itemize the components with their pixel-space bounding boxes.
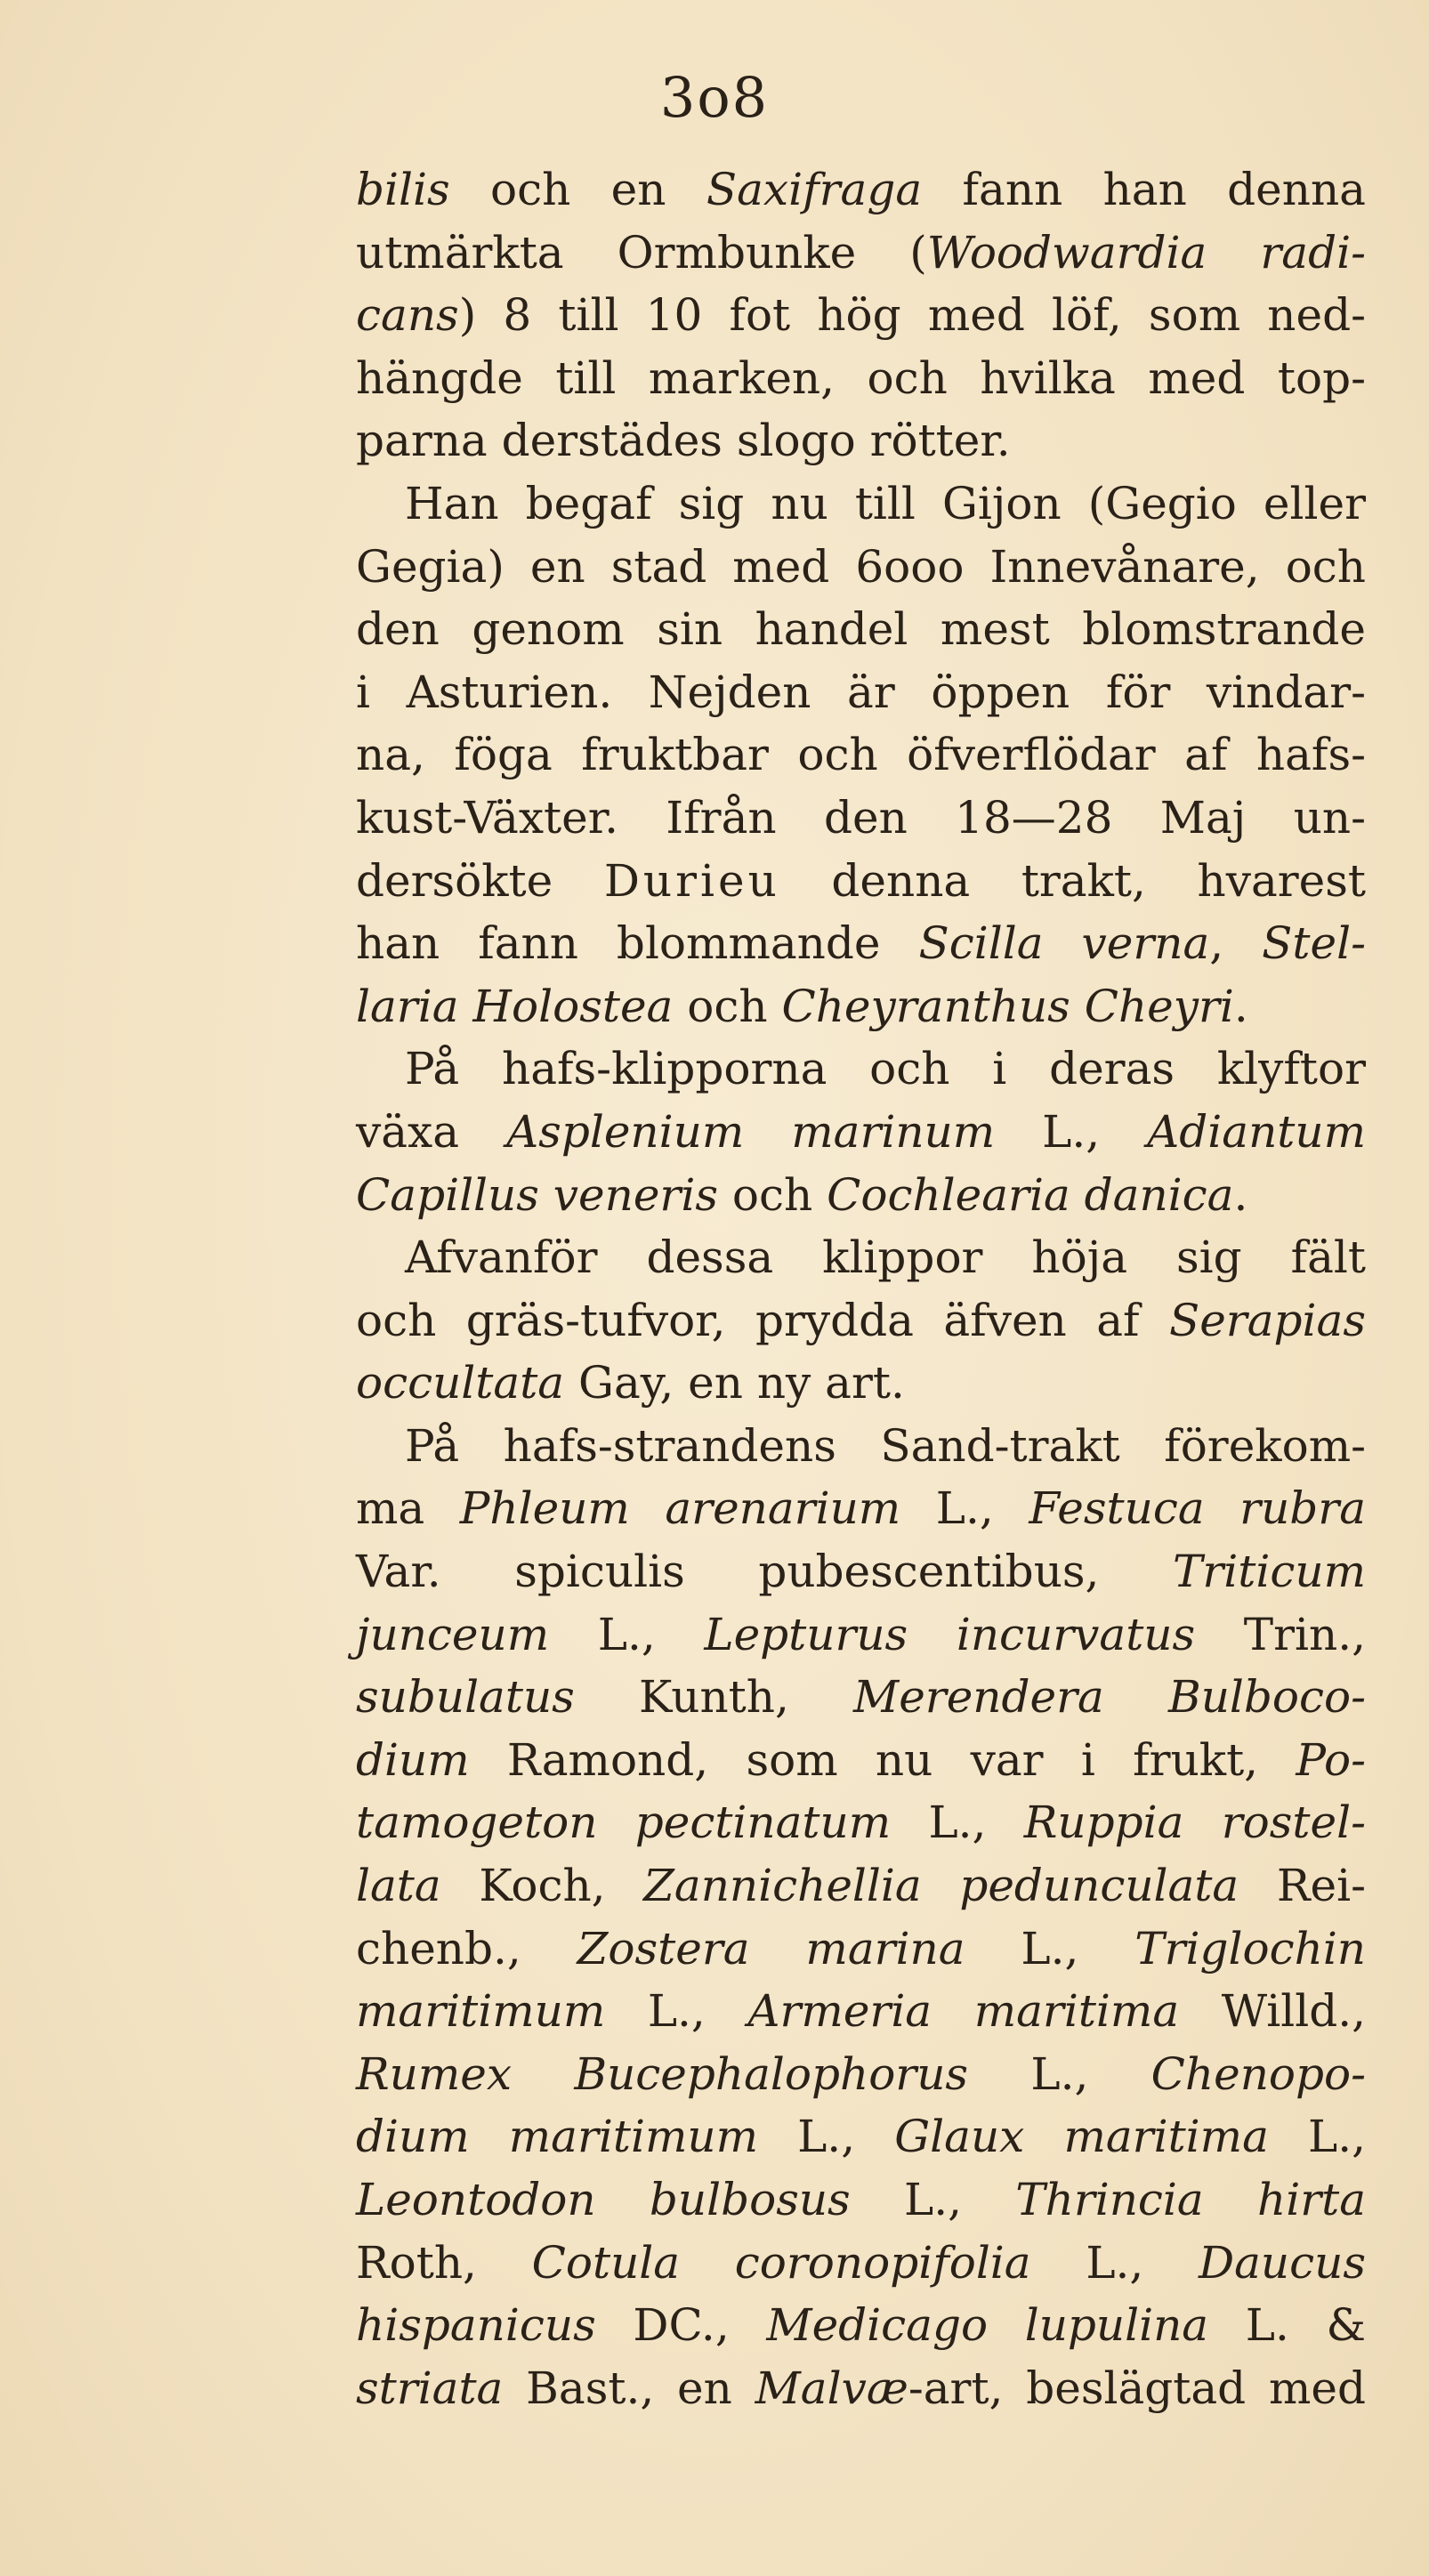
text-line: kust-Växter. Ifrån den 18—28 Maj un- bbox=[356, 791, 1366, 844]
text-line: utmärkta Ormbunke (Woodwardia radi- bbox=[356, 226, 1367, 279]
text-line: i Asturien. Nejden är öppen för vindar- bbox=[356, 666, 1366, 718]
text-line: Leontodon bulbosus L., Thrincia hirta bbox=[356, 2174, 1367, 2225]
text-line: parna derstädes slogo rötter. bbox=[356, 415, 1011, 467]
text-line: hispanicus DC., Medicago lupulina L. & bbox=[356, 2299, 1367, 2352]
text-line: lata Koch, Zannichellia pedunculata Rei- bbox=[356, 1860, 1366, 1912]
text-line: subulatus Kunth, Merendera Bulboco- bbox=[356, 1671, 1366, 1724]
text-line: han fann blommande Scilla verna, Stel- bbox=[356, 917, 1366, 970]
text-line: bilis och en Saxifraga fann han denna bbox=[356, 164, 1366, 215]
text-line: växa Asplenium marinum L., Adiantum bbox=[356, 1105, 1366, 1158]
text-line: ma Phleum arenarium L., Festuca rubra bbox=[356, 1482, 1367, 1535]
text-line: Han begaf sig nu till Gijon (Gegio eller bbox=[405, 477, 1366, 529]
text-line: På hafs-strandens Sand-trakt förekom- bbox=[405, 1419, 1366, 1472]
text-line: Roth, Cotula coronopifolia L., Daucus bbox=[356, 2236, 1366, 2289]
text-line: chenb., Zostera marina L., Triglochin bbox=[356, 1922, 1367, 1974]
text-line: tamogeton pectinatum L., Ruppia rostel- bbox=[356, 1797, 1366, 1849]
text-line: junceum L., Lepturus incurvatus Trin., bbox=[356, 1608, 1367, 1660]
text-line: dium Ramond, som nu var i frukt, Po- bbox=[356, 1733, 1366, 1786]
text-line: maritimum L., Armeria maritima Willd., bbox=[356, 1985, 1366, 2038]
text-line: och gräs-tufvor, prydda äfven af Serapias bbox=[356, 1294, 1366, 1346]
body-text bbox=[356, 158, 1366, 2419]
text-line: Var. spiculis pubescentibus, Triticum bbox=[356, 1546, 1366, 1598]
text-line: Capillus veneris och Cochlearia danica. bbox=[356, 1168, 1248, 1221]
text-line: Rumex Bucephalophorus L., Chenopo- bbox=[356, 2047, 1367, 2100]
text-line: occultata Gay, en ny art. bbox=[356, 1357, 905, 1409]
text-line: dium maritimum L., Glaux maritima L., bbox=[356, 2111, 1366, 2163]
text-line: laria Holostea och Cheyranthus Cheyri. bbox=[356, 980, 1248, 1032]
page-number: 3o8 bbox=[659, 65, 770, 130]
text-line: hängde till marken, och hvilka med top- bbox=[356, 351, 1366, 404]
text-line: cans) 8 till 10 fot hög med löf, som ned- bbox=[356, 289, 1366, 342]
text-line: Afvanför dessa klippor höja sig fält bbox=[405, 1231, 1366, 1284]
text-line: den genom sin handel mest blomstrande bbox=[356, 603, 1366, 656]
text-line: striata Bast., en Malvæ-art, beslägtad med bbox=[356, 2362, 1366, 2414]
text-line: na, föga fruktbar och öfverflödar af hafs- bbox=[356, 729, 1366, 781]
text-line: Gegia) en stad med 6ooo Innevånare, och bbox=[356, 540, 1366, 593]
text-line: På hafs-klipporna och i deras klyftor bbox=[405, 1043, 1366, 1095]
text-line: dersökte Durieu denna trakt, hvarest bbox=[356, 854, 1366, 907]
